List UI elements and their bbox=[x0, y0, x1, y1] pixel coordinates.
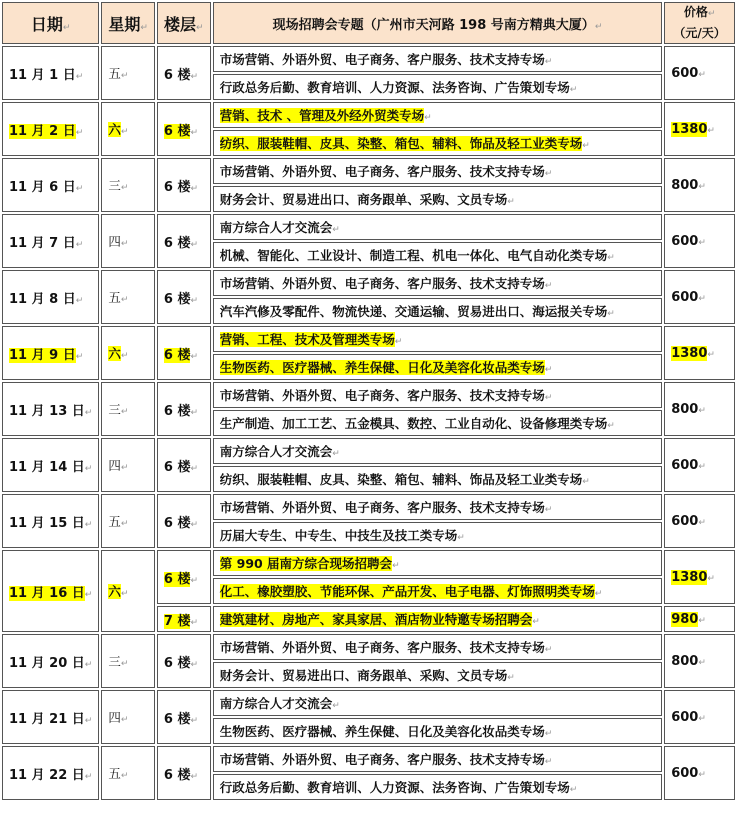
topic-cell bbox=[213, 578, 662, 604]
date-cell bbox=[2, 438, 99, 492]
day-cell bbox=[101, 102, 155, 156]
topic-cell-text: 南方综合人才交流会 bbox=[219, 220, 333, 235]
floor-cell bbox=[157, 214, 211, 268]
topic-cell-text: 行政总务后勤、教育培训、人力资源、法务咨询、广告策划专场 bbox=[219, 780, 570, 795]
topic-cell bbox=[213, 634, 662, 660]
paragraph-mark: ↵ bbox=[84, 407, 93, 418]
floor-cell bbox=[157, 46, 211, 100]
day-cell-text: 五 bbox=[108, 514, 121, 529]
table-row bbox=[2, 46, 735, 72]
price-cell bbox=[664, 550, 735, 604]
paragraph-mark: ↵ bbox=[190, 575, 198, 586]
paragraph-mark: ↵ bbox=[75, 183, 84, 194]
paragraph-mark: ↵ bbox=[698, 405, 706, 416]
date-cell-text: 11 月 8 日 bbox=[9, 291, 76, 307]
topic-cell-text: 市场营销、外语外贸、电子商务、客户服务、技术支持专场 bbox=[219, 388, 545, 403]
floor-header: 楼层↵ bbox=[157, 2, 211, 44]
paragraph-mark: ↵ bbox=[507, 673, 515, 683]
floor-cell-text: 6 楼 bbox=[163, 711, 191, 727]
topic-cell-text: 市场营销、外语外贸、电子商务、客户服务、技术支持专场 bbox=[219, 500, 545, 515]
paragraph-mark: ↵ bbox=[190, 771, 198, 782]
day-cell bbox=[101, 382, 155, 436]
topic-cell bbox=[213, 410, 662, 436]
table-row bbox=[2, 438, 735, 464]
topic-cell bbox=[213, 102, 662, 128]
date-cell bbox=[2, 690, 99, 744]
topic-cell-text: 南方综合人才交流会 bbox=[219, 696, 333, 711]
topic-cell bbox=[213, 214, 662, 240]
topic-cell-text: 建筑建材、房地产、家具家居、酒店物业特邀专场招聘会 bbox=[219, 612, 533, 627]
day-cell bbox=[101, 634, 155, 688]
date-cell bbox=[2, 270, 99, 324]
day-cell bbox=[101, 46, 155, 100]
paragraph-mark: ↵ bbox=[698, 615, 706, 626]
topic-cell-text: 纺织、服装鞋帽、皮具、染整、箱包、辅料、饰品及轻工业类专场 bbox=[219, 136, 583, 151]
schedule-body bbox=[2, 46, 735, 800]
price-cell-text: 800 bbox=[671, 401, 699, 417]
topic-cell-text: 生物医药、医疗器械、养生保健、日化及美容化妆品类专场 bbox=[219, 724, 545, 739]
day-cell bbox=[101, 158, 155, 212]
paragraph-mark: ↵ bbox=[190, 127, 198, 138]
topic-cell bbox=[213, 270, 662, 296]
paragraph-mark: ↵ bbox=[84, 715, 93, 726]
date-cell-text: 11 月 9 日 bbox=[9, 347, 76, 363]
paragraph-mark: ↵ bbox=[544, 169, 553, 179]
topic-cell-text: 市场营销、外语外贸、电子商务、客户服务、技术支持专场 bbox=[219, 752, 545, 767]
topic-cell-text: 市场营销、外语外贸、电子商务、客户服务、技术支持专场 bbox=[219, 640, 545, 655]
topic-cell-text: 营销、工程、技术及管理类专场 bbox=[219, 332, 395, 347]
topic-cell-text: 化工、橡胶塑胶、节能环保、产品开发、电子电器、灯饰照明类专场 bbox=[219, 584, 595, 599]
topic-cell-text: 市场营销、外语外贸、电子商务、客户服务、技术支持专场 bbox=[219, 276, 545, 291]
paragraph-mark: ↵ bbox=[607, 421, 615, 431]
topic-cell bbox=[213, 718, 662, 744]
price-cell bbox=[664, 102, 735, 156]
topic-cell-text: 南方综合人才交流会 bbox=[219, 444, 333, 459]
floor-cell bbox=[157, 270, 211, 324]
floor-cell bbox=[157, 550, 211, 604]
date-cell bbox=[2, 214, 99, 268]
paragraph-mark: ↵ bbox=[190, 295, 198, 306]
price-cell-text: 600 bbox=[671, 709, 699, 725]
price-cell bbox=[664, 494, 735, 548]
topic-cell bbox=[213, 46, 662, 72]
paragraph-mark: ↵ bbox=[120, 463, 129, 473]
floor-cell-text: 6 楼 bbox=[163, 459, 191, 475]
price-cell bbox=[664, 606, 735, 632]
price-cell-text: 600 bbox=[671, 289, 699, 305]
day-cell bbox=[101, 270, 155, 324]
paragraph-mark: ↵ bbox=[544, 57, 553, 67]
table-row bbox=[2, 634, 735, 660]
day-cell bbox=[101, 326, 155, 380]
table-row bbox=[2, 158, 735, 184]
floor-cell-text: 6 楼 bbox=[163, 655, 191, 671]
date-header: 日期↵ bbox=[2, 2, 99, 44]
floor-cell-text: 6 楼 bbox=[163, 515, 191, 531]
paragraph-mark: ↵ bbox=[707, 125, 715, 136]
topic-cell bbox=[213, 130, 662, 156]
paragraph-mark: ↵ bbox=[84, 463, 93, 474]
topic-cell bbox=[213, 298, 662, 324]
paragraph-mark: ↵ bbox=[392, 561, 400, 571]
paragraph-mark: ↵ bbox=[190, 617, 198, 628]
topic-cell-text: 生物医药、医疗器械、养生保健、日化及美容化妆品类专场 bbox=[219, 360, 545, 375]
topic-cell bbox=[213, 746, 662, 772]
paragraph-mark: ↵ bbox=[332, 449, 340, 459]
paragraph-mark: ↵ bbox=[190, 715, 198, 726]
topic-cell-text: 生产制造、加工工艺、五金模具、数控、工业自动化、设备修理类专场 bbox=[219, 416, 608, 431]
paragraph-mark: ↵ bbox=[594, 589, 603, 599]
paragraph-mark: ↵ bbox=[75, 127, 84, 138]
day-cell-text: 六 bbox=[108, 122, 121, 137]
topic-cell bbox=[213, 774, 662, 800]
paragraph-mark: ↵ bbox=[698, 769, 706, 780]
paragraph-mark: ↵ bbox=[698, 237, 706, 248]
paragraph-mark: ↵ bbox=[569, 785, 578, 795]
date-cell bbox=[2, 634, 99, 688]
day-cell bbox=[101, 438, 155, 492]
paragraph-mark: ↵ bbox=[698, 181, 706, 192]
day-cell-text: 四 bbox=[108, 458, 121, 473]
price-cell-text: 600 bbox=[671, 765, 699, 781]
paragraph-mark: ↵ bbox=[544, 281, 553, 291]
topic-cell bbox=[213, 690, 662, 716]
price-cell-text: 600 bbox=[671, 457, 699, 473]
paragraph-mark: ↵ bbox=[544, 365, 553, 375]
date-cell bbox=[2, 326, 99, 380]
paragraph-mark: ↵ bbox=[120, 183, 129, 193]
topic-cell bbox=[213, 606, 662, 632]
table-row bbox=[2, 746, 735, 772]
date-cell-text: 11 月 16 日 bbox=[9, 585, 85, 601]
floor-cell-text: 6 楼 bbox=[163, 235, 191, 251]
price-cell bbox=[664, 746, 735, 800]
topic-cell bbox=[213, 326, 662, 352]
paragraph-mark: ↵ bbox=[698, 69, 706, 80]
price-cell bbox=[664, 46, 735, 100]
topic-cell-text: 财务会计、贸易进出口、商务跟单、采购、文员专场 bbox=[219, 668, 508, 683]
paragraph-mark: ↵ bbox=[190, 183, 198, 194]
paragraph-mark: ↵ bbox=[120, 295, 129, 305]
paragraph-mark: ↵ bbox=[190, 659, 198, 670]
paragraph-mark: ↵ bbox=[120, 589, 129, 599]
day-cell-text: 六 bbox=[108, 346, 121, 361]
paragraph-mark: ↵ bbox=[707, 573, 715, 584]
price-cell bbox=[664, 634, 735, 688]
floor-cell-text: 6 楼 bbox=[163, 123, 191, 139]
day-cell-text: 四 bbox=[108, 234, 121, 249]
date-cell-text: 11 月 20 日 bbox=[9, 655, 85, 671]
paragraph-mark: ↵ bbox=[544, 505, 553, 515]
day-cell bbox=[101, 214, 155, 268]
paragraph-mark: ↵ bbox=[544, 757, 553, 767]
topic-cell-text: 机械、智能化、工业设计、制造工程、机电一体化、电气自动化类专场 bbox=[219, 248, 608, 263]
paragraph-mark: ↵ bbox=[120, 659, 129, 669]
table-row bbox=[2, 382, 735, 408]
paragraph-mark: ↵ bbox=[332, 701, 340, 711]
topic-cell-text: 历届大专生、中专生、中技生及技工类专场 bbox=[219, 528, 458, 543]
paragraph-mark: ↵ bbox=[120, 71, 129, 81]
floor-cell bbox=[157, 634, 211, 688]
price-cell-text: 980 bbox=[671, 611, 699, 627]
floor-cell bbox=[157, 438, 211, 492]
paragraph-mark: ↵ bbox=[120, 127, 129, 137]
paragraph-mark: ↵ bbox=[190, 71, 198, 82]
paragraph-mark: ↵ bbox=[544, 645, 553, 655]
topic-cell-text: 市场营销、外语外贸、电子商务、客户服务、技术支持专场 bbox=[219, 164, 545, 179]
paragraph-mark: ↵ bbox=[569, 85, 578, 95]
day-header: 星期↵ bbox=[101, 2, 155, 44]
table-row bbox=[2, 690, 735, 716]
table-row bbox=[2, 214, 735, 240]
date-cell-text: 11 月 6 日 bbox=[9, 179, 76, 195]
day-cell bbox=[101, 690, 155, 744]
price-cell bbox=[664, 382, 735, 436]
topic-cell bbox=[213, 438, 662, 464]
paragraph-mark: ↵ bbox=[607, 309, 615, 319]
paragraph-mark: ↵ bbox=[75, 351, 84, 362]
floor-cell bbox=[157, 158, 211, 212]
topic-cell bbox=[213, 466, 662, 492]
paragraph-mark: ↵ bbox=[424, 113, 432, 123]
paragraph-mark: ↵ bbox=[75, 71, 84, 82]
day-cell bbox=[101, 550, 155, 632]
paragraph-mark: ↵ bbox=[84, 589, 93, 600]
paragraph-mark: ↵ bbox=[698, 657, 706, 668]
table-row bbox=[2, 270, 735, 296]
day-cell-text: 五 bbox=[108, 290, 121, 305]
price-cell bbox=[664, 158, 735, 212]
date-cell-text: 11 月 7 日 bbox=[9, 235, 76, 251]
price-cell-text: 600 bbox=[671, 65, 699, 81]
header-row bbox=[2, 2, 735, 44]
floor-cell bbox=[157, 102, 211, 156]
topic-cell-text: 财务会计、贸易进出口、商务跟单、采购、文员专场 bbox=[219, 192, 508, 207]
paragraph-mark: ↵ bbox=[75, 239, 84, 250]
topic-header: 现场招聘会专题（广州市天河路 198 号南方精典大厦）↵ bbox=[213, 2, 662, 44]
paragraph-mark: ↵ bbox=[120, 407, 129, 417]
floor-cell-text: 7 楼 bbox=[163, 613, 191, 629]
date-cell bbox=[2, 158, 99, 212]
topic-cell bbox=[213, 186, 662, 212]
paragraph-mark: ↵ bbox=[190, 407, 198, 418]
paragraph-mark: ↵ bbox=[544, 393, 553, 403]
topic-cell bbox=[213, 522, 662, 548]
price-cell-text: 800 bbox=[671, 653, 699, 669]
paragraph-mark: ↵ bbox=[75, 295, 84, 306]
day-cell-text: 五 bbox=[108, 766, 121, 781]
topic-cell bbox=[213, 242, 662, 268]
topic-cell-text: 纺织、服装鞋帽、皮具、染整、箱包、辅料、饰品及轻工业类专场 bbox=[219, 472, 583, 487]
paragraph-mark: ↵ bbox=[332, 225, 340, 235]
price-cell-text: 1380 bbox=[671, 121, 708, 137]
paragraph-mark: ↵ bbox=[190, 519, 198, 530]
paragraph-mark: ↵ bbox=[582, 141, 590, 151]
paragraph-mark: ↵ bbox=[394, 337, 403, 347]
price-cell bbox=[664, 270, 735, 324]
day-cell-text: 五 bbox=[108, 66, 121, 81]
topic-cell bbox=[213, 74, 662, 100]
day-cell-text: 三 bbox=[108, 402, 121, 417]
floor-cell-text: 6 楼 bbox=[163, 571, 191, 587]
table-row bbox=[2, 326, 735, 352]
paragraph-mark: ↵ bbox=[698, 293, 706, 304]
paragraph-mark: ↵ bbox=[532, 617, 540, 627]
date-cell-text: 11 月 13 日 bbox=[9, 403, 85, 419]
paragraph-mark: ↵ bbox=[190, 463, 198, 474]
floor-cell-text: 6 楼 bbox=[163, 179, 191, 195]
floor-cell-text: 6 楼 bbox=[163, 767, 191, 783]
paragraph-mark: ↵ bbox=[120, 239, 129, 249]
day-cell-text: 四 bbox=[108, 710, 121, 725]
paragraph-mark: ↵ bbox=[190, 351, 198, 362]
table-row bbox=[2, 102, 735, 128]
date-cell bbox=[2, 382, 99, 436]
topic-cell bbox=[213, 550, 662, 576]
floor-cell bbox=[157, 382, 211, 436]
price-cell-text: 600 bbox=[671, 233, 699, 249]
floor-cell bbox=[157, 326, 211, 380]
date-cell-text: 11 月 15 日 bbox=[9, 515, 85, 531]
topic-cell bbox=[213, 382, 662, 408]
day-cell bbox=[101, 494, 155, 548]
paragraph-mark: ↵ bbox=[698, 461, 706, 472]
paragraph-mark: ↵ bbox=[607, 253, 615, 263]
price-header: 价格↵ （元/天） bbox=[664, 2, 735, 44]
day-cell-text: 六 bbox=[108, 584, 121, 599]
date-cell bbox=[2, 102, 99, 156]
date-cell-text: 11 月 22 日 bbox=[9, 767, 85, 783]
topic-cell-text: 营销、技术 、管理及外经外贸类专场 bbox=[219, 108, 425, 123]
price-cell bbox=[664, 690, 735, 744]
topic-cell-text: 行政总务后勤、教育培训、人力资源、法务咨询、广告策划专场 bbox=[219, 80, 570, 95]
paragraph-mark: ↵ bbox=[120, 771, 129, 781]
paragraph-mark: ↵ bbox=[190, 239, 198, 250]
topic-cell-text: 市场营销、外语外贸、电子商务、客户服务、技术支持专场 bbox=[219, 52, 545, 67]
floor-cell bbox=[157, 494, 211, 548]
paragraph-mark: ↵ bbox=[544, 729, 553, 739]
floor-cell bbox=[157, 746, 211, 800]
price-cell-text: 600 bbox=[671, 513, 699, 529]
floor-cell-text: 6 楼 bbox=[163, 67, 191, 83]
paragraph-mark: ↵ bbox=[120, 519, 129, 529]
paragraph-mark: ↵ bbox=[707, 349, 715, 360]
day-cell bbox=[101, 746, 155, 800]
paragraph-mark: ↵ bbox=[120, 351, 129, 361]
price-cell-text: 1380 bbox=[671, 345, 708, 361]
table-row bbox=[2, 494, 735, 520]
price-cell bbox=[664, 326, 735, 380]
date-cell-text: 11 月 2 日 bbox=[9, 123, 76, 139]
day-cell-text: 三 bbox=[108, 654, 121, 669]
floor-cell bbox=[157, 690, 211, 744]
price-cell bbox=[664, 214, 735, 268]
floor-cell-text: 6 楼 bbox=[163, 347, 191, 363]
topic-cell-text: 汽车汽修及零配件、物流快递、交通运输、贸易进出口、海运报关专场 bbox=[219, 304, 608, 319]
paragraph-mark: ↵ bbox=[507, 197, 515, 207]
paragraph-mark: ↵ bbox=[582, 477, 590, 487]
floor-cell-text: 6 楼 bbox=[163, 291, 191, 307]
date-cell bbox=[2, 746, 99, 800]
paragraph-mark: ↵ bbox=[457, 533, 465, 543]
topic-cell-text: 第 990 届南方综合现场招聘会 bbox=[219, 556, 393, 571]
topic-cell bbox=[213, 158, 662, 184]
date-cell bbox=[2, 46, 99, 100]
floor-cell-text: 6 楼 bbox=[163, 403, 191, 419]
topic-cell bbox=[213, 662, 662, 688]
topic-cell bbox=[213, 354, 662, 380]
date-cell-text: 11 月 14 日 bbox=[9, 459, 85, 475]
paragraph-mark: ↵ bbox=[84, 771, 93, 782]
price-cell bbox=[664, 438, 735, 492]
date-cell-text: 11 月 1 日 bbox=[9, 67, 76, 83]
day-cell-text: 三 bbox=[108, 178, 121, 193]
date-cell bbox=[2, 494, 99, 548]
floor-cell bbox=[157, 606, 211, 632]
paragraph-mark: ↵ bbox=[698, 517, 706, 528]
paragraph-mark: ↵ bbox=[698, 713, 706, 724]
paragraph-mark: ↵ bbox=[84, 519, 93, 530]
paragraph-mark: ↵ bbox=[84, 659, 93, 670]
date-cell bbox=[2, 550, 99, 632]
price-cell-text: 1380 bbox=[671, 569, 708, 585]
date-cell-text: 11 月 21 日 bbox=[9, 711, 85, 727]
topic-cell bbox=[213, 494, 662, 520]
paragraph-mark: ↵ bbox=[120, 715, 129, 725]
price-cell-text: 800 bbox=[671, 177, 699, 193]
table-row bbox=[2, 550, 735, 576]
